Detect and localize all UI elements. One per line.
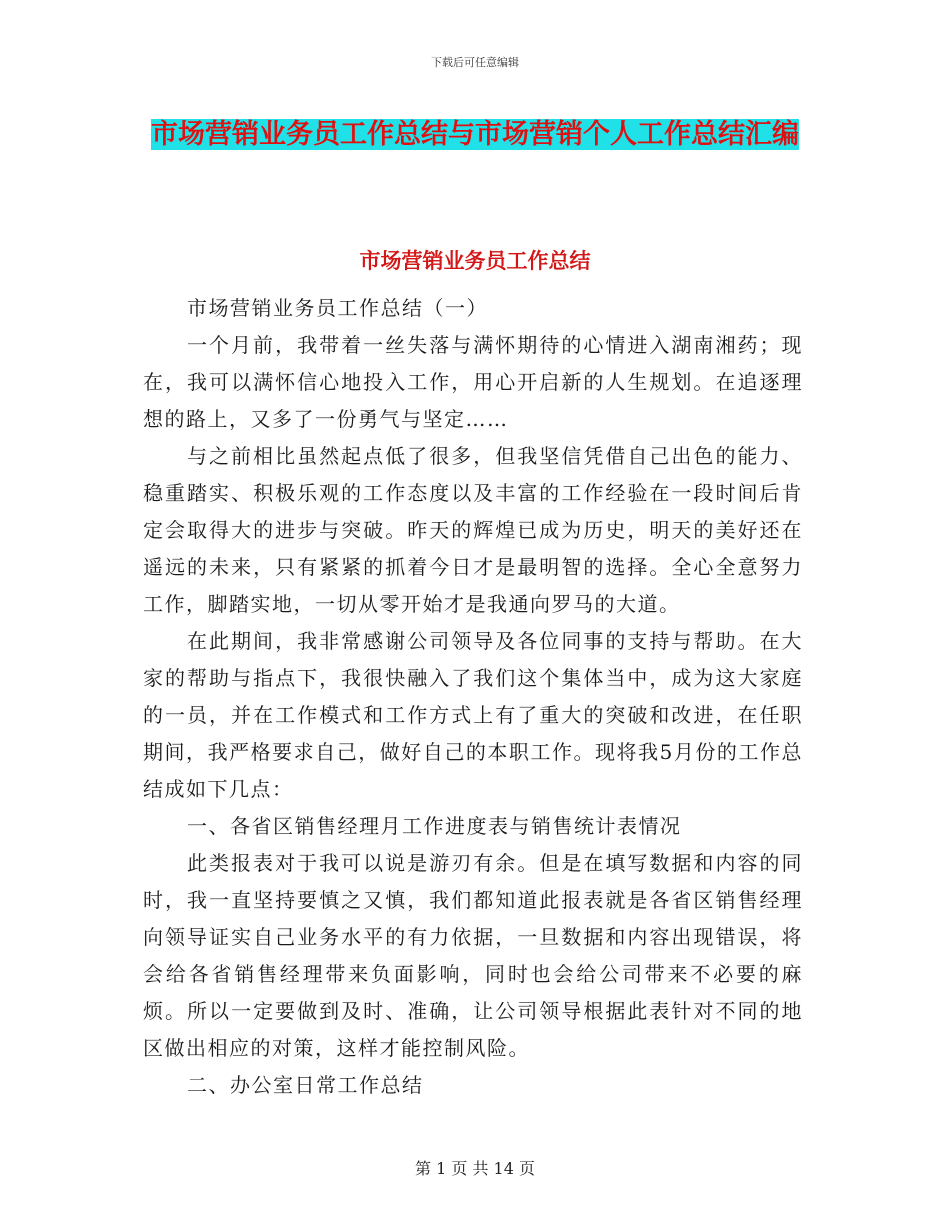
paragraph: 与之前相比虽然起点低了很多，但我坚信凭借自己出色的能力、稳重踏实、积极乐观的工作态度以及丰富的工作经验在一段时间后肯定会取得大的进步与突破。昨天的辉煌已成为历史，明天的美好还在遥远的未来，只有紧紧的抓着今日才是最明智的选择。全心全意努力工作，脚踏实地，一切从零开始才是我通向罗马的大道。 (143, 444, 803, 616)
paragraph: 市场营销业务员工作总结（一） (187, 296, 488, 320)
paragraph: 一、各省区销售经理月工作进度表与销售统计表情况 (187, 814, 682, 838)
document-title (140, 112, 810, 158)
section-title: 市场营销业务员工作总结 (359, 248, 591, 273)
paragraph: 此类报表对于我可以说是游刃有余。但是在填写数据和内容的同时，我一直坚持要慎之又慎，我们都知道此报表就是各省区销售经理向领导证实自己业务水平的有力依据，一旦数据和内容出现错误，将会给各省销售经理带来负面影响，同时也会给公司带来不必要的麻烦。所以一定要做到及时、准确，让公司领导根据此表针对不同的地区做出相应的对策，这样才能控制风险。 (143, 851, 803, 1060)
body-text (143, 290, 803, 1104)
paragraph: 二、办公室日常工作总结 (187, 1073, 424, 1097)
paragraph: 在此期间，我非常感谢公司领导及各位同事的支持与帮助。在大家的帮助与指点下，我很快融入了我们这个集体当中，成为这大家庭的一员，并在工作模式和工作方式上有了重大的突破和改进，在任职期间，我严格要求自己，做好自己的本职工作。现将我5月份的工作总结成如下几点： (143, 629, 803, 801)
header-note: 下载后可任意编辑 (431, 56, 519, 69)
page-footer: 第 1 页 共 14 页 (415, 1159, 535, 1178)
document-title-text: 市场营销业务员工作总结与市场营销个人工作总结汇编 (151, 119, 799, 150)
paragraph: 一个月前，我带着一丝失落与满怀期待的心情进入湖南湘药；现在，我可以满怀信心地投入工作，用心开启新的人生规划。在追逐理想的路上，又多了一份勇气与坚定…… (143, 333, 803, 431)
